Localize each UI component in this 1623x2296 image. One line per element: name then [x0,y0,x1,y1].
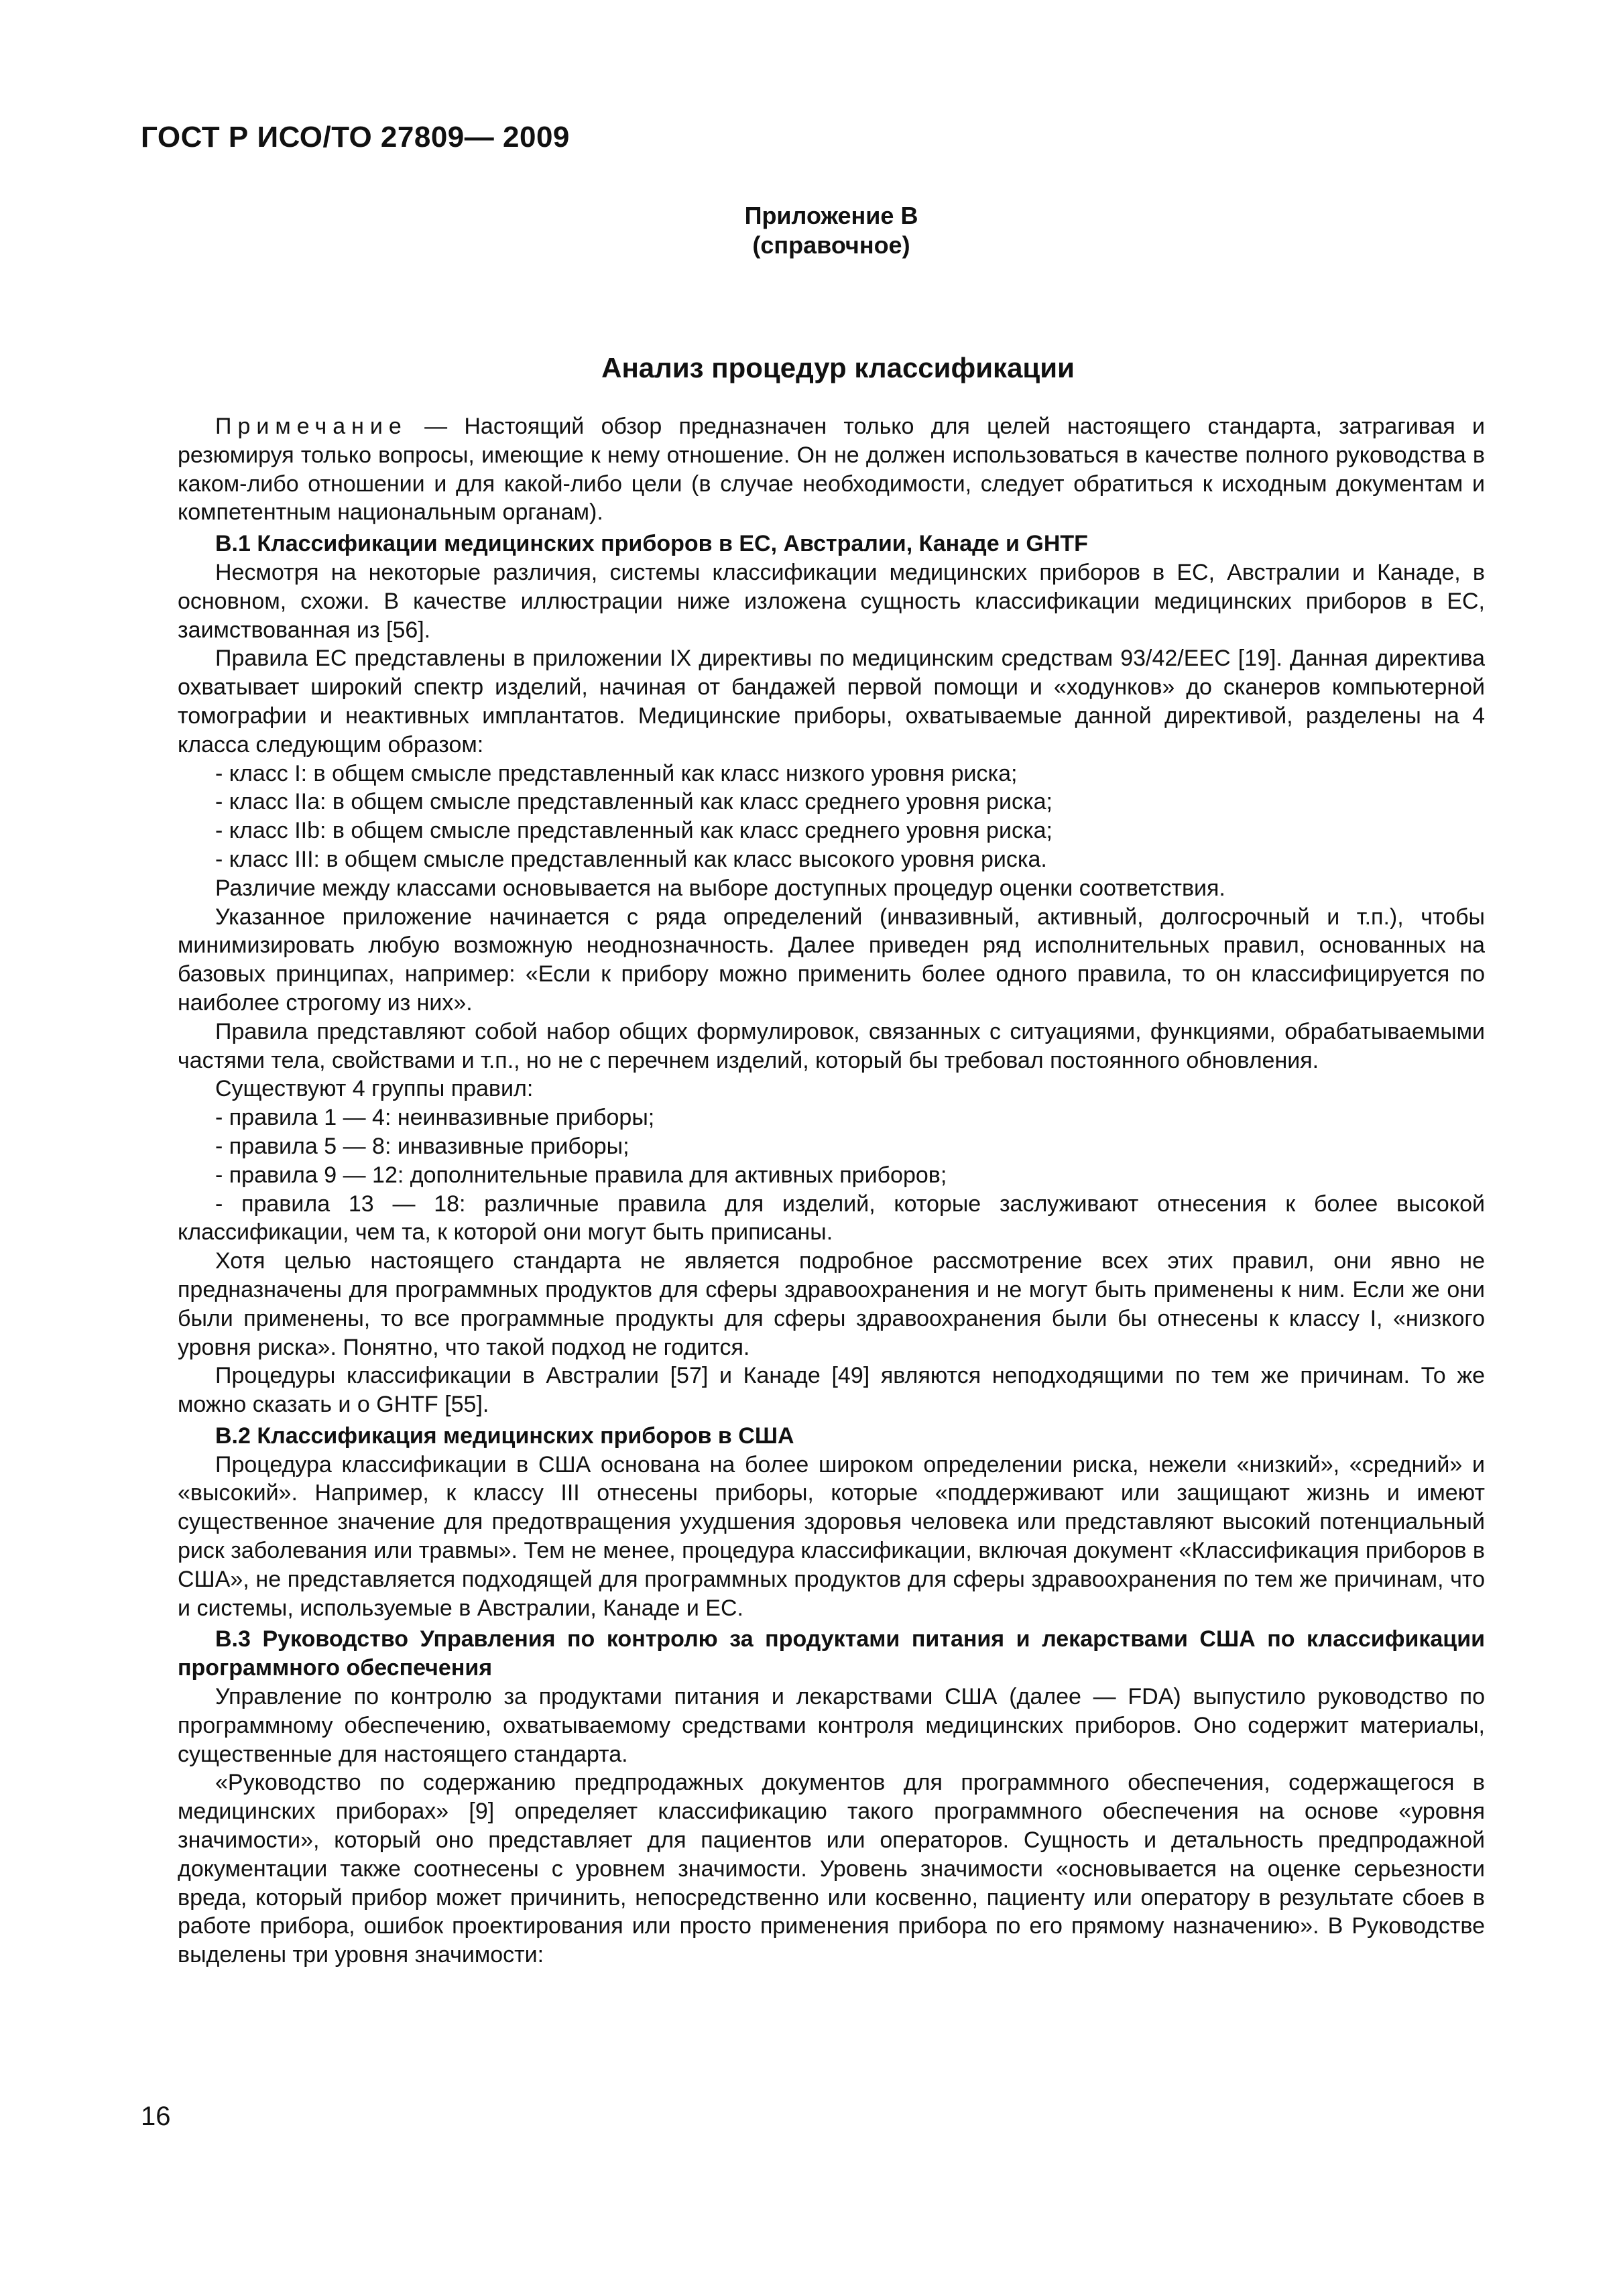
list-item: - класс IIa: в общем смысле представленный как класс среднего уровня риска; [215,789,1053,815]
list-item: - правила 1 — 4: неинвазивные приборы; [215,1105,655,1131]
note-paragraph [178,412,1485,527]
paragraph: Процедуры классификации в Австралии [57] и Канаде [49] являются неподходящими по тем же причинам. То же можно сказать и о GHTF [55]. [178,1363,1485,1418]
section-heading-b2: В.2 Классификация медицинских приборов в США [215,1423,794,1449]
paragraph: Несмотря на некоторые различия, системы классификации медицинских приборов в ЕС, Австралии и Канаде, в основном, схожи. В качестве иллюстрации ниже изложена сущность классификации медицинских приборов в ЕС, заимствованная из [56]. [178,559,1485,643]
document-code-header: ГОСТ Р ИСО/ТО 27809— 2009 [141,121,570,154]
paragraph: «Руководство по содержанию предпродажных документов для программного обеспечения, содержащегося в медицинских приборах» [9] определяет классификацию такого программного обеспечения на основе «уровня значимости», который оно представляет для пациентов или операторов. Сущность и детальность предпродажной документации также соотнесены с уровнем значимости. Уровень значимости «основывается на оценке серьезности вреда, который прибор может причинить, непосредственно или косвенно, пациенту или оператору в результате сбоев в работе прибора, ошибок проектирования или просто применения прибора по его прямому назначению». В Руководстве выделены три уровня значимости: [178,1770,1485,1968]
page-number: 16 [141,2102,171,2131]
appendix-type: (справочное) [752,231,910,259]
paragraph: Указанное приложение начинается с ряда определений (инвазивный, активный, долгосрочный и т.п.), чтобы минимизировать любую возможную неоднозначность. Далее приведен ряд исполнительных правил, основанных на базовых принципах, например: «Если к прибору можно применить более одного правила, то он классифицируется по наиболее строгому из них». [178,904,1485,1016]
section-heading-b1: В.1 Классификации медицинских приборов в ЕС, Австралии, Канаде и GHTF [215,531,1088,557]
appendix-label: Приложение В [744,202,918,229]
list-item: - правила 9 — 12: дополнительные правила для активных приборов; [215,1162,947,1188]
list-item: - правила 5 — 8: инвазивные приборы; [215,1133,629,1159]
body-text [178,412,1485,1970]
paragraph: Существуют 4 группы правил: [215,1076,534,1102]
note-text: — Настоящий обзор предназначен только для целей настоящего стандарта, затрагивая и резюмируя только вопросы, имеющие к нему отношение. Он не должен использоваться в качестве полного руководства в каком-либо отношении и для какой-либо цели (в случае необходимости, следует обратиться к исходным документам и компетентным национальным органам). [178,414,1485,526]
paragraph: Различие между классами основывается на выборе доступных процедур оценки соответствия. [215,875,1225,901]
list-item: - правила 13 — 18: различные правила для изделий, которые заслуживают отнесения к более высокой классификации, чем та, к которой они могут быть приписаны. [178,1191,1485,1246]
paragraph: Хотя целью настоящего стандарта не является подробное рассмотрение всех этих правил, они явно не предназначены для программных продуктов для сферы здравоохранения и не могут быть применены к ним. Если же они были применены, то все программные продукты для сферы здравоохранения были бы отнесены к классу I, «низкого уровня риска». Понятно, что такой подход не годится. [178,1248,1485,1360]
paragraph: Процедура классификации в США основана на более широком определении риска, нежели «низкий», «средний» и «высокий». Например, к классу III отнесены приборы, которые «поддерживают или защищают жизнь и имеют существенное значение для предотвращения ухудшения здоровья человека или представляют высокий потенциальный риск заболевания или травмы». Тем не менее, процедура классификации, включая документ «Классификация приборов в США», не представляется подходящей для программных продуктов для сферы здравоохранения по тем же причинам, что и системы, используемые в Австралии, Канаде и ЕС. [178,1451,1485,1621]
paragraph: Управление по контролю за продуктами питания и лекарствами США (далее — FDA) выпустило руководство по программному обеспечению, охватываемому средствами контроля медицинских приборов. Оно содержит материалы, существенные для настоящего стандарта. [178,1684,1485,1767]
paragraph: Правила ЕС представлены в приложении IX директивы по медицинским средствам 93/42/ЕЕС [19]. Данная директива охватывает широкий спектр изделий, начиная от бандажей первой помощи и «ходунков» до сканеров компьютерной томографии и неактивных имплантатов. Медицинские приборы, охватываемые данной директивой, разделены на 4 класса следующим образом: [178,646,1485,758]
note-label: Примечание [215,414,408,439]
page-title: Анализ процедур классификации [601,352,1075,383]
list-item: - класс I: в общем смысле представленный как класс низкого уровня риска; [215,760,1018,786]
list-item: - класс IIb: в общем смысле представленный как класс среднего уровня риска; [215,818,1053,844]
paragraph: Правила представляют собой набор общих формулировок, связанных с ситуациями, функциями, обрабатываемыми частями тела, свойствами и т.п., но не с перечнем изделий, который бы требовал постоянного обновления. [178,1018,1485,1073]
list-item: - класс III: в общем смысле представленный как класс высокого уровня риска. [215,846,1047,872]
appendix-heading [697,201,965,260]
section-heading-b3: В.3 Руководство Управления по контролю за продуктами питания и лекарствами США по классификации программного обеспечения [178,1626,1485,1681]
